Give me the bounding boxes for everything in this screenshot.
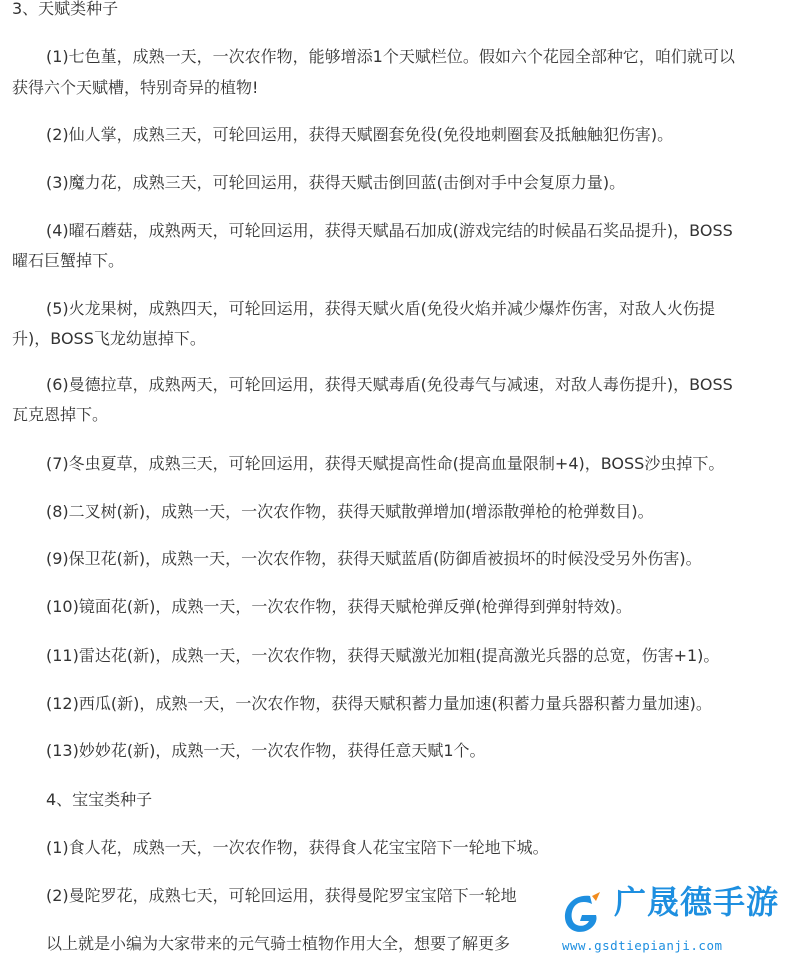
brand-url: www.gsdtiepianji.com <box>562 938 723 953</box>
item4-line2: 曜石巨蟹掉下。 <box>12 251 125 270</box>
item5-line2: 升)，BOSS飞龙幼崽掉下。 <box>12 329 206 348</box>
item6-line2: 瓦克恩掉下。 <box>12 405 109 424</box>
item6-line1: (6)曼德拉草，成熟两天，可轮回运用，获得天赋毒盾(免役毒气与减速，对敌人毒伤提升)，BOSS <box>46 375 733 394</box>
item2: (2)仙人掌，成熟三天，可轮回运用，获得天赋圈套免役(免役地刺圈套及抵触触犯伤害)。 <box>46 125 674 144</box>
item13: (13)妙妙花(新)，成熟一天，一次农作物，获得任意天赋1个。 <box>46 741 486 760</box>
item10: (10)镜面花(新)，成熟一天，一次农作物，获得天赋枪弹反弹(枪弹得到弹射特效)。 <box>46 597 632 616</box>
item9: (9)保卫花(新)，成熟一天，一次农作物，获得天赋蓝盾(防御盾被损坏的时候没受另外伤害)。 <box>46 549 702 568</box>
item12: (12)西瓜(新)，成熟一天，一次农作物，获得天赋积蓄力量加速(积蓄力量兵器积蓄力量加速)。 <box>46 694 712 713</box>
item11: (11)雷达花(新)，成熟一天，一次农作物，获得天赋激光加粗(提高激光兵器的总宽，伤害+1)。 <box>46 646 720 665</box>
item4-line1: (4)曜石蘑菇，成熟两天，可轮回运用，获得天赋晶石加成(游戏完结的时候晶石奖品提升)，BOSS <box>46 221 733 240</box>
baby1: (1)食人花，成熟一天，一次农作物，获得食人花宝宝陪下一轮地下城。 <box>46 838 549 857</box>
section3-heading: 3、天赋类种子 <box>12 0 119 18</box>
section4-heading: 4、宝宝类种子 <box>46 790 153 809</box>
item3: (3)魔力花，成熟三天，可轮回运用，获得天赋击倒回蓝(击倒对手中会复原力量)。 <box>46 173 626 192</box>
site-watermark <box>552 872 800 968</box>
closing-text: 以上就是小编为大家带来的元气骑士植物作用大全，想要了解更多 <box>46 934 511 953</box>
item5-line1: (5)火龙果树，成熟四天，可轮回运用，获得天赋火盾(免役火焰并减少爆炸伤害，对敌人火伤提 <box>46 299 715 318</box>
brand-logo-icon <box>556 888 606 938</box>
item7: (7)冬虫夏草，成熟三天，可轮回运用，获得天赋提高性命(提高血量限制+4)，BOSS沙虫掉下。 <box>46 454 725 473</box>
item8: (8)二叉树(新)，成熟一天，一次农作物，获得天赋散弹增加(增添散弹枪的枪弹数目)。 <box>46 502 654 521</box>
baby2: (2)曼陀罗花，成熟七天，可轮回运用，获得曼陀罗宝宝陪下一轮地 <box>46 886 517 905</box>
brand-name: 广晟德手游 <box>614 883 780 921</box>
item1-line1: (1)七色堇，成熟一天，一次农作物，能够增添1个天赋栏位。假如六个花园全部种它，咱们就可以 <box>46 47 735 66</box>
item1-line2: 获得六个天赋槽，特别奇异的植物! <box>12 78 259 97</box>
